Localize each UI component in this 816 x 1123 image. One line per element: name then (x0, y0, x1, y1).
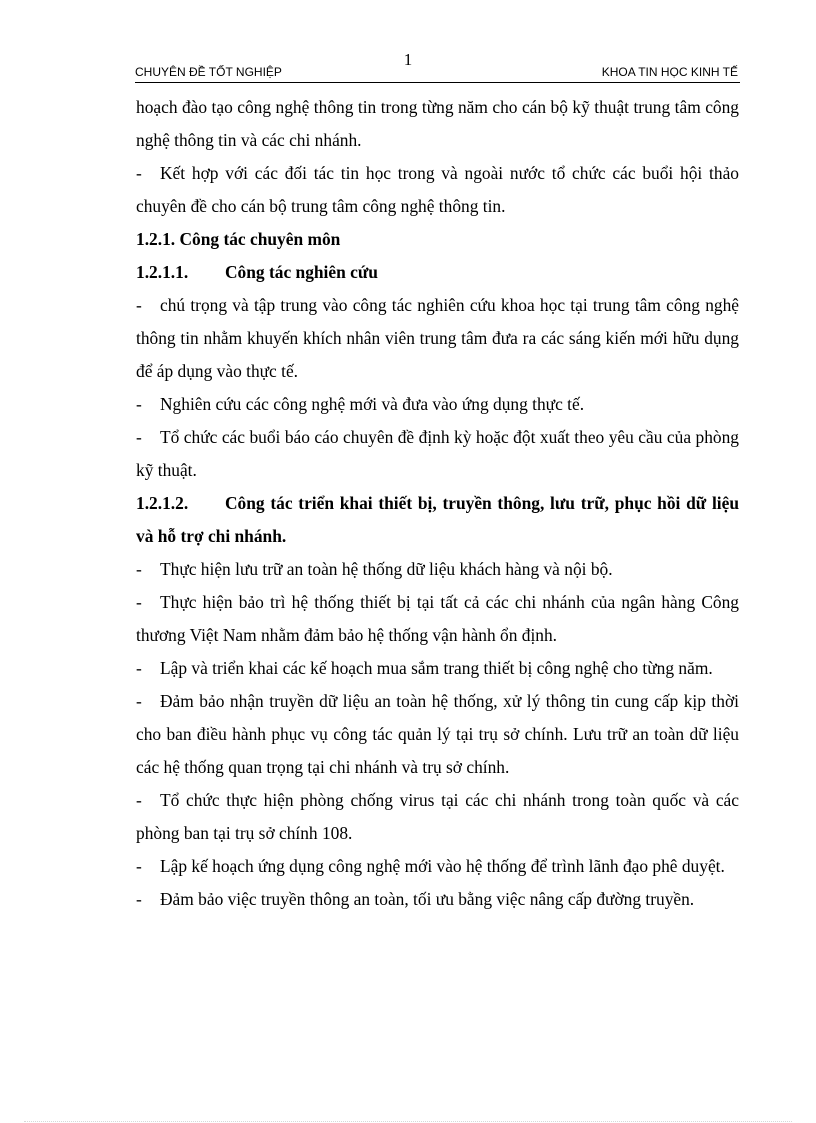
bullet-text: Đảm bảo việc truyền thông an toàn, tối ưu bằng việc nâng cấp đường truyền. (160, 889, 695, 909)
section-heading: 1.2.1. Công tác chuyên môn (136, 229, 341, 249)
bullet-item (136, 652, 739, 685)
subsection-number: 1.2.1.2. (136, 493, 189, 513)
paragraph-continuation: hoạch đào tạo công nghệ thông tin trong từng năm cho cán bộ kỹ thuật trung tâm công nghệ thông tin và các chi nhánh. (136, 97, 739, 150)
bullet-item (136, 157, 739, 223)
bullet-item (136, 289, 739, 388)
bullet-item (136, 850, 739, 883)
bullet-text: Lập kế hoạch ứng dụng công nghệ mới vào hệ thống để trình lãnh đạo phê duyệt. (160, 856, 725, 876)
bullet-item (136, 883, 739, 916)
bullet-dash: - (136, 691, 142, 711)
bullet-item (136, 784, 739, 850)
page-bottom-divider (24, 1121, 792, 1122)
bullet-item (136, 685, 739, 784)
bullet-text: Tổ chức các buổi báo cáo chuyên đề định kỳ hoặc đột xuất theo yêu cầu của phòng kỹ thuật. (136, 427, 739, 480)
bullet-dash: - (136, 427, 142, 447)
bullet-dash: - (136, 592, 142, 612)
bullet-text: chú trọng và tập trung vào công tác nghiên cứu khoa học tại trung tâm công nghệ thông tin nhằm khuyến khích nhân viên trung tâm đưa ra các sáng kiến mới hữu dụng để áp dụng vào thực tế. (136, 295, 739, 381)
subsection-title: Công tác nghiên cứu (225, 262, 378, 282)
header-document-title: CHUYÊN ĐỀ TỐT NGHIỆP (135, 65, 282, 79)
bullet-dash: - (136, 889, 142, 909)
bullet-dash: - (136, 394, 142, 414)
bullet-text: Lập và triển khai các kế hoạch mua sắm trang thiết bị công nghệ cho từng năm. (160, 658, 713, 678)
subsection-number: 1.2.1.1. (136, 262, 189, 282)
subsection-title: Công tác triển khai thiết bị, truyền thông, lưu trữ, phục hồi dữ liệu và hỗ trợ chi nhánh. (136, 493, 739, 546)
bullet-dash: - (136, 658, 142, 678)
bullet-item (136, 586, 739, 652)
subsection-heading (136, 256, 739, 289)
page-number: 1 (403, 50, 413, 69)
bullet-dash: - (136, 790, 142, 810)
bullet-text: Tổ chức thực hiện phòng chống virus tại các chi nhánh trong toàn quốc và các phòng ban tại trụ sở chính 108. (136, 790, 739, 843)
bullet-text: Đảm bảo nhận truyền dữ liệu an toàn hệ thống, xử lý thông tin cung cấp kịp thời cho ban điều hành phục vụ công tác quản lý tại trụ sở chính. Lưu trữ an toàn dữ liệu các hệ thống quan trọng tại chi nhánh và trụ sở chính. (136, 691, 739, 777)
bullet-text: Thực hiện bảo trì hệ thống thiết bị tại tất cả các chi nhánh của ngân hàng Công thương Việt Nam nhằm đảm bảo hệ thống vận hành ổn định. (136, 592, 739, 645)
bullet-dash: - (136, 559, 142, 579)
bullet-text: Thực hiện lưu trữ an toàn hệ thống dữ liệu khách hàng và nội bộ. (160, 559, 613, 579)
page-header (135, 64, 740, 83)
header-faculty-name: KHOA TIN HỌC KINH TẾ (601, 65, 738, 79)
bullet-dash: - (136, 163, 142, 183)
subsection-heading (136, 487, 739, 553)
bullet-item (136, 421, 739, 487)
bullet-item (136, 388, 739, 421)
bullet-text: Kết hợp với các đối tác tin học trong và ngoài nước tổ chức các buổi hội thảo chuyên đề cho cán bộ trung tâm công nghệ thông tin. (136, 163, 739, 216)
bullet-dash: - (136, 856, 142, 876)
bullet-dash: - (136, 295, 142, 315)
document-body (136, 91, 739, 916)
bullet-text: Nghiên cứu các công nghệ mới và đưa vào ứng dụng thực tế. (160, 394, 585, 414)
bullet-item (136, 553, 739, 586)
